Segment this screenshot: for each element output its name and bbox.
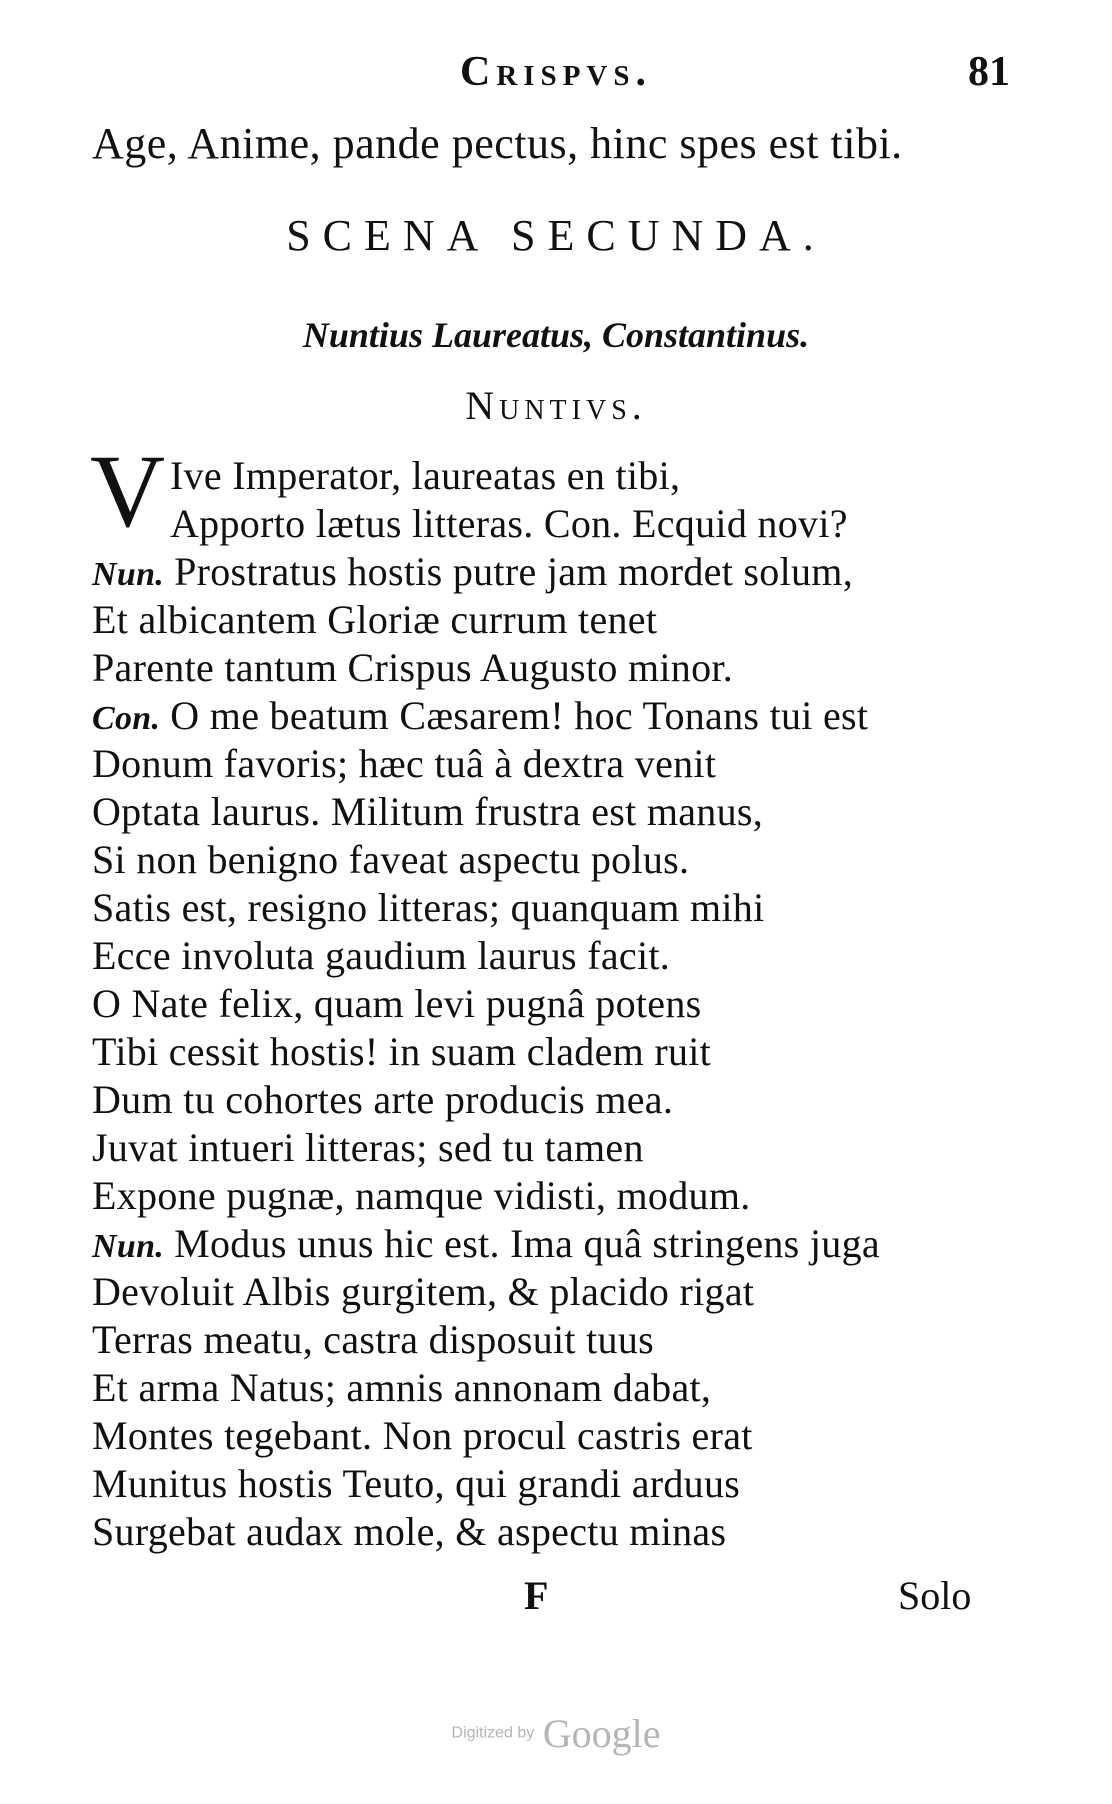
verse-line: Terras meatu, castra disposuit tuus [92,1317,655,1362]
verse-line: Satis est, resigno litteras; quanquam mihi [92,885,765,930]
verse-line: Parente tantum Crispus Augusto minor. [92,645,734,690]
digitized-watermark [0,1710,1112,1757]
verse-line: Munitus hostis Teuto, qui grandi arduus [92,1461,741,1506]
verse-line: Nun. Modus unus hic est. Ima quâ stringens juga [92,1221,880,1266]
dramatis-personae: Nuntius Laureatus, Constantinus. [302,315,810,355]
verse-line: Montes tegebant. Non procul castris erat [92,1413,753,1458]
verse-line: Et arma Natus; amnis annonam dabat, [92,1365,712,1410]
verse-line: Ecce involuta gaudium laurus facit. [92,933,671,978]
verse-line: Juvat intueri litteras; sed tu tamen [92,1125,644,1170]
running-title: Crispvs. [460,49,652,95]
verse-line: Ive Imperator, laureatas en tibi, [170,453,681,498]
verse-line: Nun. Prostratus hostis putre jam mordet solum, [92,549,853,594]
scene-heading: SCENA SECUNDA. [286,211,826,260]
running-head [0,48,1112,108]
page-number: 81 [968,49,1010,95]
previous-scene-closing-line: Age, Anime, pande pectus, hinc spes est tibi. [92,119,903,168]
drop-cap: V [90,434,166,549]
verse-line: Et albicantem Gloriæ currum tenet [92,597,658,642]
verse-line: Expone pugnæ, namque vidisti, modum. [92,1173,751,1218]
verse-line: Dum tu cohortes arte producis mea. [92,1077,674,1122]
verse-line: Surgebat audax mole, & aspectu minas [92,1509,727,1554]
speaker-heading: Nuntivs. [465,383,647,428]
verse-line: Tibi cessit hostis! in suam cladem ruit [92,1029,712,1074]
watermark-prefix: Digitized by [451,1724,535,1742]
verse-line: Donum favoris; hæc tuâ à dextra venit [92,741,717,786]
google-logo: Google [542,1711,661,1756]
catchword: Solo [898,1573,972,1618]
signature-mark: F [524,1573,549,1618]
verse-line: O Nate felix, quam levi pugnâ potens [92,981,702,1026]
verse-line: Si non benigno faveat aspectu polus. [92,837,690,882]
verse-line: Apporto lætus litteras. Con. Ecquid novi? [170,501,848,546]
verse-line: Optata laurus. Militum frustra est manus, [92,789,764,834]
verse-line: Devoluit Albis gurgitem, & placido rigat [92,1269,755,1314]
verse-line: Con. O me beatum Cæsarem! hoc Tonans tui est [92,693,869,738]
